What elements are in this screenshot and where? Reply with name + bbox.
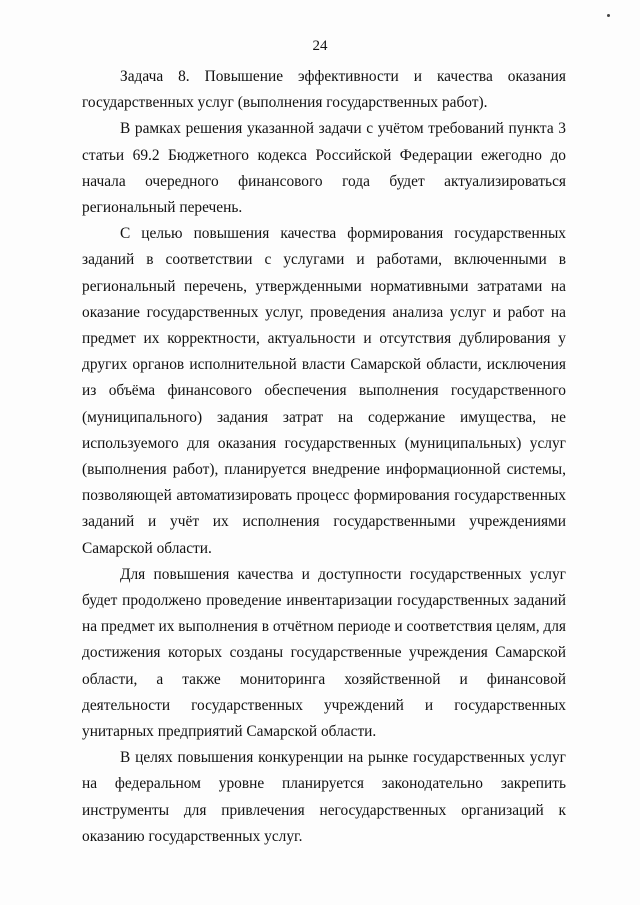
document-body	[82, 64, 566, 850]
page-number: 24	[312, 38, 328, 54]
paragraph-quality-accessibility: Для повышения качества и доступности государственных услуг будет продолжено проведение инвентаризации государственных заданий на предмет их выполнения в отчётном периоде и соответствия целям, для достижения которых созданы государственные учреждения Самарской области, а также мониторинга хозяйственной и финансовой деятельности государственных учреждений и государственных унитарных предприятий Самарской области.	[82, 565, 566, 741]
paragraph-regional-list: В рамках решения указанной задачи с учётом требований пункта 3 статьи 69.2 Бюджетного кодекса Российской Федерации ежегодно до начала очередного финансового года будет актуализироваться региональный перечень.	[82, 120, 566, 217]
paragraph-task-8-heading: Задача 8. Повышение эффективности и качества оказания государственных услуг (выполнения государственных работ).	[82, 68, 566, 112]
scan-artifact-dot	[607, 14, 610, 17]
paragraph-competition: В целях повышения конкуренции на рынке государственных услуг на федеральном уровне планируется законодательно закрепить инструменты для привлечения негосударственных организаций к оказанию государственных услуг.	[82, 749, 566, 845]
paragraph-state-assignments: С целью повышения качества формирования государственных заданий в соответствии с услугами и работами, включенными в региональный перечень, утвержденными нормативными затратами на оказание государственных услуг, проведения анализа услуг и работ на предмет их корректности, актуальности и отсутствия дублирования у других органов исполнительной власти Самарской области, исключения из объёма финансового обеспечения выполнения государственного (муниципального) задания затрат на содержание имущества, не используемого для оказания государственных (муниципальных) услуг (выполнения работ), планируется внедрение информационной системы, позволяющей автоматизировать процесс формирования государственных заданий и учёт их исполнения государственными учреждениями Самарской области.	[82, 225, 566, 557]
